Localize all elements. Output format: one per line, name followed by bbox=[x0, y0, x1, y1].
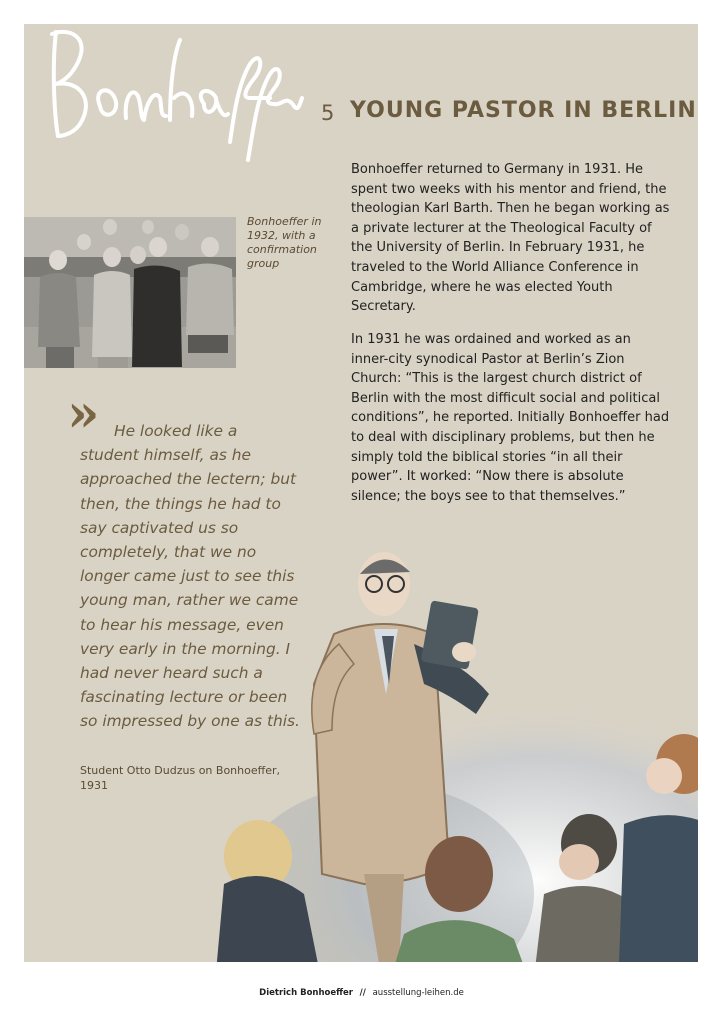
exhibition-panel bbox=[24, 24, 698, 962]
footer bbox=[0, 988, 723, 998]
section-number: 5 bbox=[321, 101, 335, 125]
quote-source: Student Otto Dudzus on Bonhoeffer, 1931 bbox=[80, 764, 280, 792]
footer-name: Dietrich Bonhoeffer bbox=[259, 988, 353, 998]
footer-separator: // bbox=[359, 988, 366, 998]
preacher-illustration bbox=[214, 544, 698, 962]
photo-caption: Bonhoeffer in 1932, with a confirmation group bbox=[247, 215, 322, 270]
section-title: YOUNG PASTOR IN BERLIN bbox=[350, 98, 697, 123]
confirmation-group-photo bbox=[24, 217, 236, 368]
footer-website-link[interactable]: ausstellung-leihen.de bbox=[372, 988, 464, 998]
bonhoeffer-signature bbox=[34, 24, 304, 174]
body-paragraph-1: Bonhoeffer returned to Germany in 1931. He spent two weeks with his mentor and friend, the theologian Karl Barth. Then he began working as a private lecturer at the Theological Faculty of the University of Berlin. In February 1931, he traveled to the World Alliance Conference in Cambridge, where he was elected Youth Secretary. bbox=[351, 162, 670, 315]
body-paragraph-2: In 1931 he was ordained and worked as an inner-city synodical Pastor at Berlin’s Zion Church: “This is the largest church district of Berlin with the most difficult social and political conditions”, he reported. Initially Bonhoeffer had to deal with disciplinary problems, but then he simply told the biblical stories “in all their power”. It worked: “Now there is absolute silence; the boys see to that themselves.” bbox=[351, 332, 670, 504]
pull-quote: He looked like a student himself, as he approached the lectern; but then, the things he had to say captivated us so completely, that we no longer came just to see this young man, rather we came to hear his message, even very early in the morning. I had never heard such a fascinating lecture or been so impressed by one as this. bbox=[80, 422, 300, 731]
quote-mark-icon: » bbox=[67, 383, 100, 444]
